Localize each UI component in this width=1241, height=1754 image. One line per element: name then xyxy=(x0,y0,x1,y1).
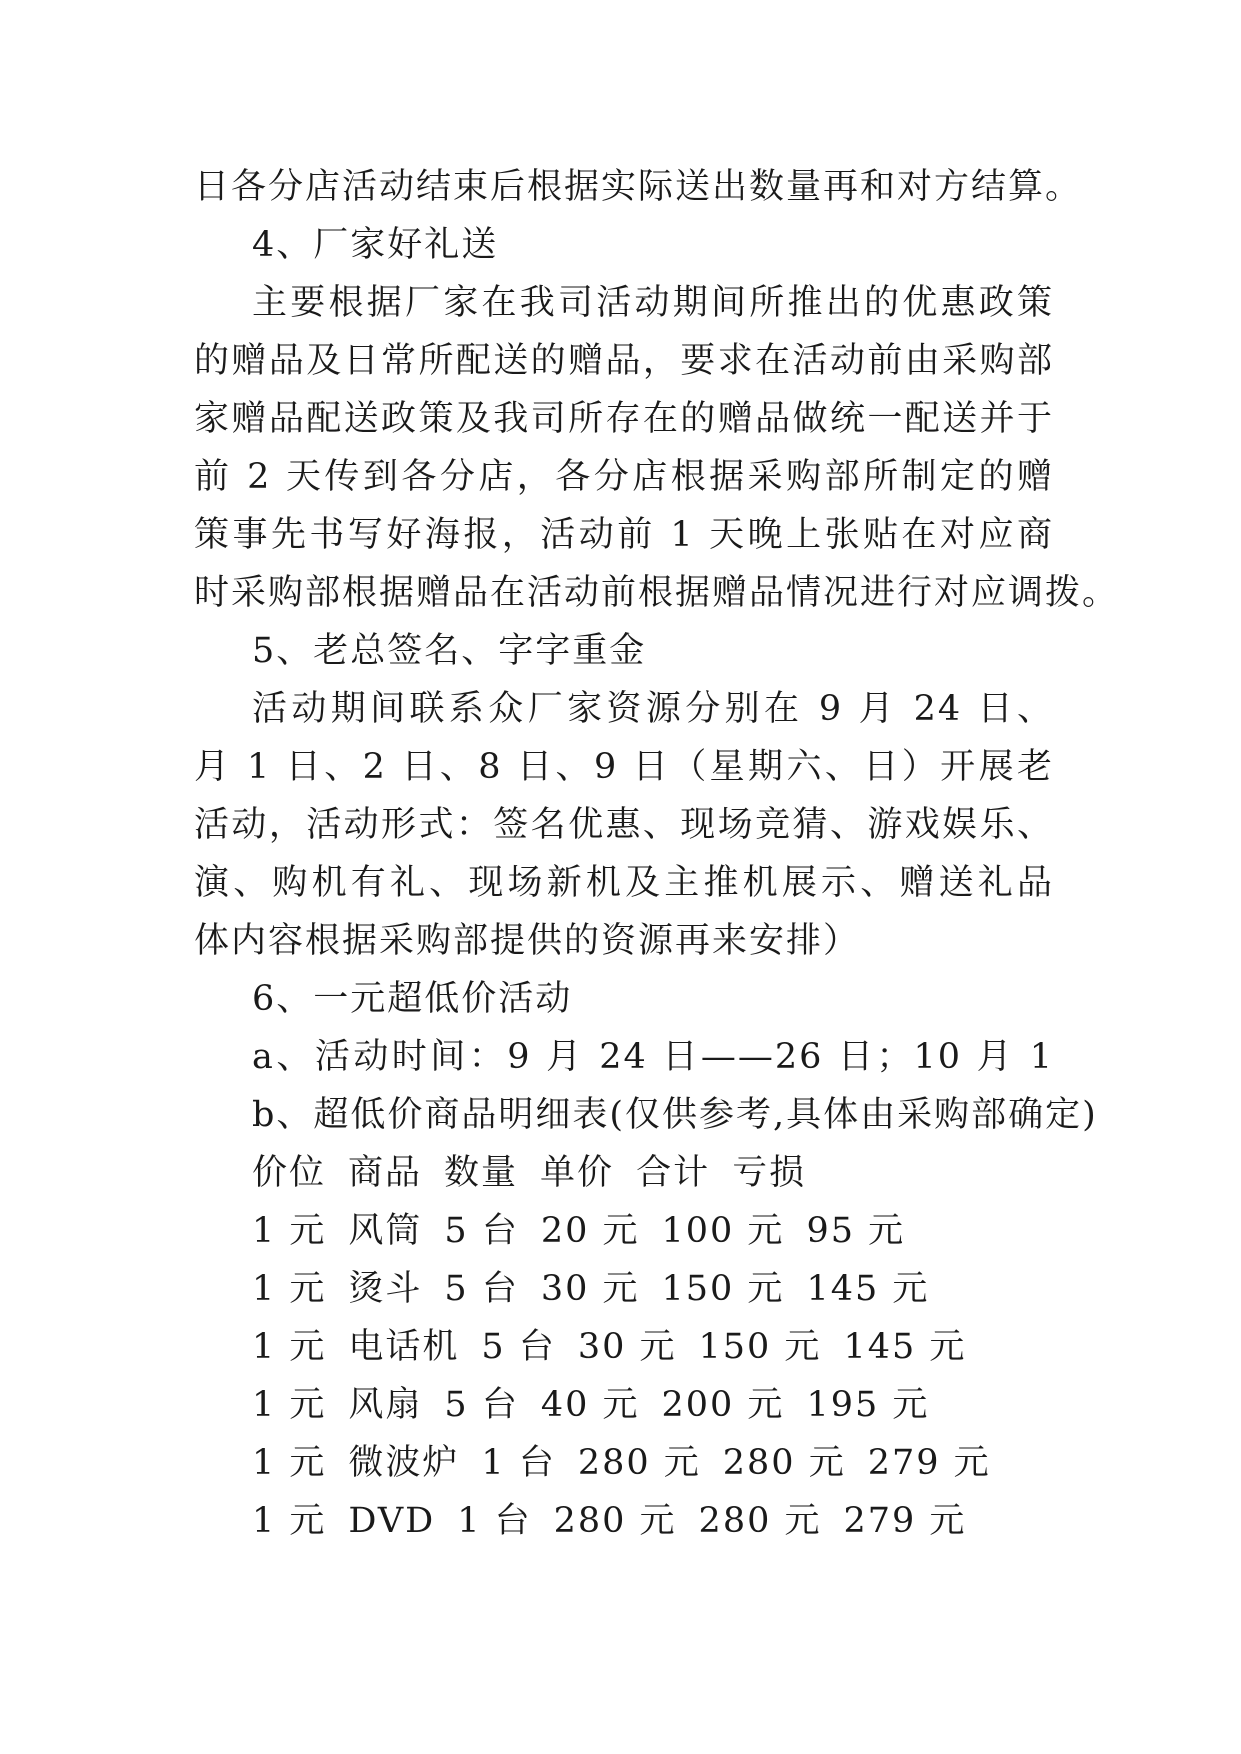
table-cell: 1 元 xyxy=(252,1327,327,1367)
table-cell: 280 元 xyxy=(553,1501,677,1541)
table-cell: 1 台 xyxy=(457,1501,532,1541)
table-cell: 95 元 xyxy=(806,1211,906,1251)
paragraph-line: 演、购机有礼、现场新机及主推机展示、赠送礼品 xyxy=(194,863,1054,903)
table-cell: 100 元 xyxy=(661,1211,785,1251)
table-cell: 279 元 xyxy=(843,1501,967,1541)
table-cell: 20 元 xyxy=(540,1211,640,1251)
table-cell: 5 台 xyxy=(481,1327,556,1367)
table-cell: DVD xyxy=(348,1501,436,1541)
table-cell: 5 台 xyxy=(444,1269,519,1309)
table-cell: 1 元 xyxy=(252,1269,327,1309)
table-header-cell: 合计 xyxy=(636,1153,711,1193)
section-heading-6: 6、一元超低价活动 xyxy=(252,979,573,1019)
paragraph-line: 前 2 天传到各分店，各分店根据采购部所制定的赠 xyxy=(194,457,1054,497)
table-row xyxy=(252,1434,1054,1492)
paragraph-line: 活动期间联系众厂家资源分别在 9 月 24 日、 xyxy=(252,689,1054,729)
table-header-row xyxy=(252,1144,1054,1202)
table-header-cell: 亏损 xyxy=(732,1153,807,1193)
table-cell: 150 元 xyxy=(698,1327,822,1367)
activity-time-line: a、活动时间：9 月 24 日——26 日；10 月 1 xyxy=(252,1037,1054,1077)
paragraph-line: 策事先书写好海报，活动前 1 天晚上张贴在对应商 xyxy=(194,515,1054,555)
table-cell: 280 元 xyxy=(698,1501,822,1541)
table-cell: 1 元 xyxy=(252,1501,327,1541)
table-caption: b、超低价商品明细表(仅供参考,具体由采购部确定) xyxy=(252,1095,1098,1135)
table-cell: 烫斗 xyxy=(348,1269,423,1309)
paragraph-line: 日各分店活动结束后根据实际送出数量再和对方结算。 xyxy=(194,167,1083,207)
paragraph-line: 的赠品及日常所配送的赠品，要求在活动前由采购部 xyxy=(194,341,1054,381)
table-row xyxy=(252,1318,1054,1376)
table-cell: 195 元 xyxy=(806,1385,930,1425)
table-cell: 200 元 xyxy=(661,1385,785,1425)
section-heading-5: 5、老总签名、字字重金 xyxy=(252,631,647,671)
table-header-cell: 价位 xyxy=(252,1153,327,1193)
table-cell: 30 元 xyxy=(540,1269,640,1309)
table-row xyxy=(252,1202,1054,1260)
table-cell: 40 元 xyxy=(540,1385,640,1425)
table-cell: 280 元 xyxy=(577,1443,701,1483)
section-heading-4: 4、厂家好礼送 xyxy=(252,225,499,265)
table-cell: 30 元 xyxy=(577,1327,677,1367)
table-cell: 279 元 xyxy=(867,1443,991,1483)
table-cell: 1 台 xyxy=(481,1443,556,1483)
table-cell: 5 台 xyxy=(444,1211,519,1251)
paragraph-line: 家赠品配送政策及我司所存在的赠品做统一配送并于 xyxy=(194,399,1054,439)
table-cell: 微波炉 xyxy=(348,1443,460,1483)
table-cell: 280 元 xyxy=(722,1443,846,1483)
table-cell: 电话机 xyxy=(348,1327,460,1367)
paragraph-line: 月 1 日、2 日、8 日、9 日（星期六、日）开展老 xyxy=(194,747,1054,787)
table-cell: 1 元 xyxy=(252,1385,327,1425)
table-header-cell: 数量 xyxy=(444,1153,519,1193)
table-cell: 风筒 xyxy=(348,1211,423,1251)
table-row xyxy=(252,1376,1054,1434)
table-row xyxy=(252,1492,1054,1550)
table-cell: 150 元 xyxy=(661,1269,785,1309)
table-cell: 1 元 xyxy=(252,1443,327,1483)
table-header-cell: 单价 xyxy=(540,1153,615,1193)
table-header-cell: 商品 xyxy=(348,1153,423,1193)
paragraph-line: 时采购部根据赠品在活动前根据赠品情况进行对应调拨。 xyxy=(194,573,1120,613)
paragraph-line: 活动，活动形式：签名优惠、现场竞猜、游戏娱乐、 xyxy=(194,805,1054,845)
table-cell: 风扇 xyxy=(348,1385,423,1425)
table-cell: 1 元 xyxy=(252,1211,327,1251)
table-cell: 145 元 xyxy=(806,1269,930,1309)
table-row xyxy=(252,1260,1054,1318)
table-cell: 145 元 xyxy=(843,1327,967,1367)
paragraph-line: 主要根据厂家在我司活动期间所推出的优惠政策 xyxy=(252,283,1054,323)
table-cell: 5 台 xyxy=(444,1385,519,1425)
paragraph-line: 体内容根据采购部提供的资源再来安排） xyxy=(194,921,861,961)
